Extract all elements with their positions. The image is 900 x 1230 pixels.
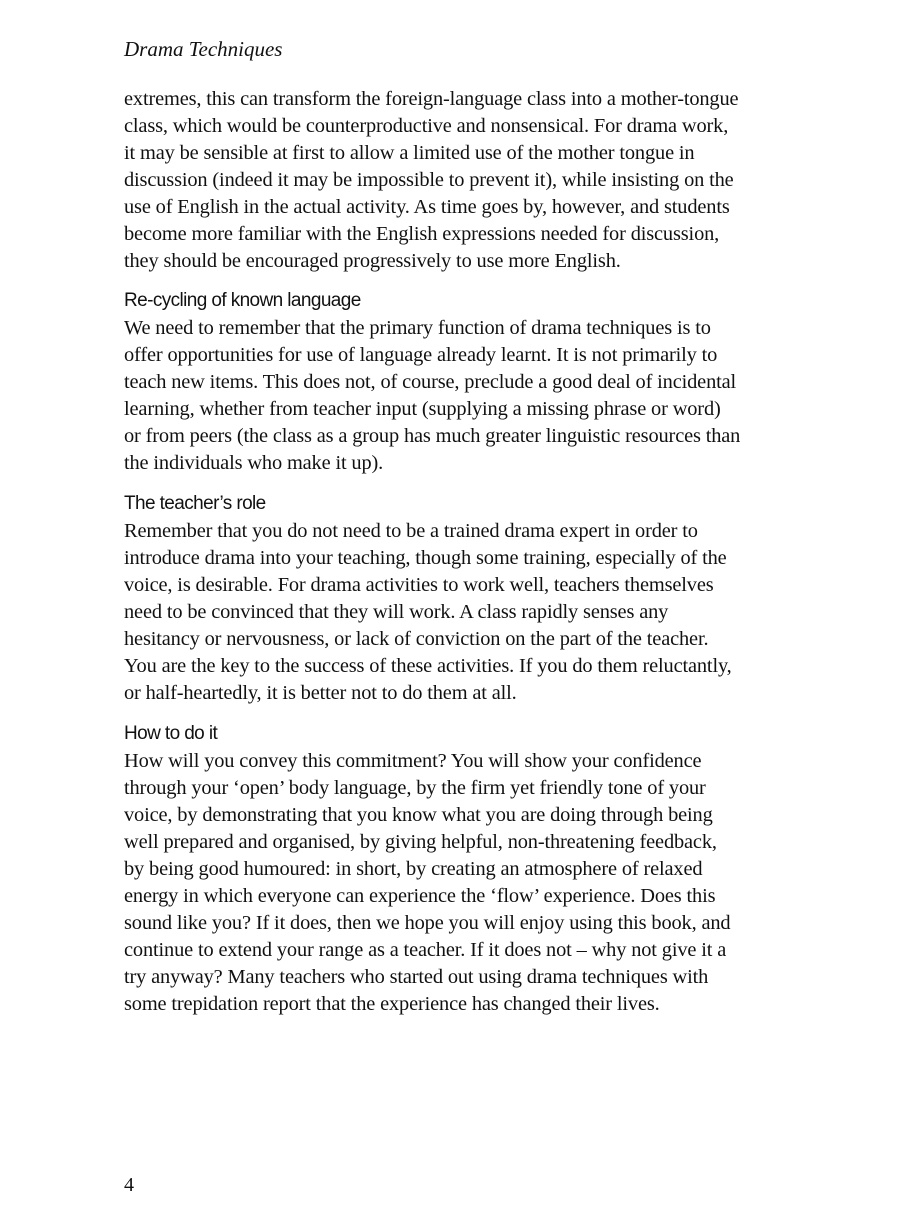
text-line: use of English in the actual activity. As time goes by, however, and students <box>124 196 730 218</box>
text-line: teach new items. This does not, of course, preclude a good deal of incidental <box>124 371 737 393</box>
text-line: introduce drama into your teaching, though some training, especially of the <box>124 547 727 569</box>
text-line: the individuals who make it up). <box>124 452 384 474</box>
text-line: need to be convinced that they will work. A class rapidly senses any <box>124 601 669 623</box>
text-line: voice, is desirable. For drama activities to work well, teachers themselves <box>124 574 714 596</box>
text-line: We need to remember that the primary function of drama techniques is to <box>124 317 711 339</box>
text-line: energy in which everyone can experience the ‘flow’ experience. Does this <box>124 885 716 907</box>
text-line: offer opportunities for use of language already learnt. It is not primarily to <box>124 344 718 366</box>
text-line: try anyway? Many teachers who started out using drama techniques with <box>124 966 709 988</box>
text-line: extremes, this can transform the foreign-language class into a mother-tongue <box>124 88 739 110</box>
text-line: hesitancy or nervousness, or lack of conviction on the part of the teacher. <box>124 628 709 650</box>
text-line: voice, by demonstrating that you know what you are doing through being <box>124 804 713 826</box>
text-line: sound like you? If it does, then we hope you will enjoy using this book, and <box>124 912 731 934</box>
section-heading-recycling: Re-cycling of known language <box>124 290 361 311</box>
text-line: they should be encouraged progressively to use more English. <box>124 250 621 272</box>
running-head: Drama Techniques <box>124 37 283 61</box>
text-line: continue to extend your range as a teacher. If it does not – why not give it a <box>124 939 727 961</box>
text-line: discussion (indeed it may be impossible to prevent it), while insisting on the <box>124 169 734 191</box>
intro-paragraph <box>124 86 738 275</box>
text-line: Remember that you do not need to be a trained drama expert in order to <box>124 520 698 542</box>
text-line: class, which would be counterproductive and nonsensical. For drama work, <box>124 115 729 137</box>
text-line: or half-heartedly, it is better not to do them at all. <box>124 682 517 704</box>
text-line: by being good humoured: in short, by creating an atmosphere of relaxed <box>124 858 703 880</box>
section-paragraph-how-to-do-it <box>124 748 730 1018</box>
page-number: 4 <box>124 1174 134 1196</box>
text-line: How will you convey this commitment? You will show your confidence <box>124 750 702 772</box>
text-line: through your ‘open’ body language, by the firm yet friendly tone of your <box>124 777 706 799</box>
text-line: become more familiar with the English expressions needed for discussion, <box>124 223 720 245</box>
text-line: learning, whether from teacher input (supplying a missing phrase or word) <box>124 398 721 420</box>
section-paragraph-teachers-role <box>124 518 732 707</box>
section-paragraph-recycling <box>124 315 740 477</box>
text-line: or from peers (the class as a group has much greater linguistic resources than <box>124 425 741 447</box>
text-line: it may be sensible at first to allow a limited use of the mother tongue in <box>124 142 695 164</box>
text-line: some trepidation report that the experience has changed their lives. <box>124 993 660 1015</box>
section-heading-how-to-do-it: How to do it <box>124 723 218 744</box>
text-line: You are the key to the success of these activities. If you do them reluctantly, <box>124 655 732 677</box>
section-heading-teachers-role: The teacher’s role <box>124 493 266 514</box>
text-line: well prepared and organised, by giving helpful, non-threatening feedback, <box>124 831 717 853</box>
